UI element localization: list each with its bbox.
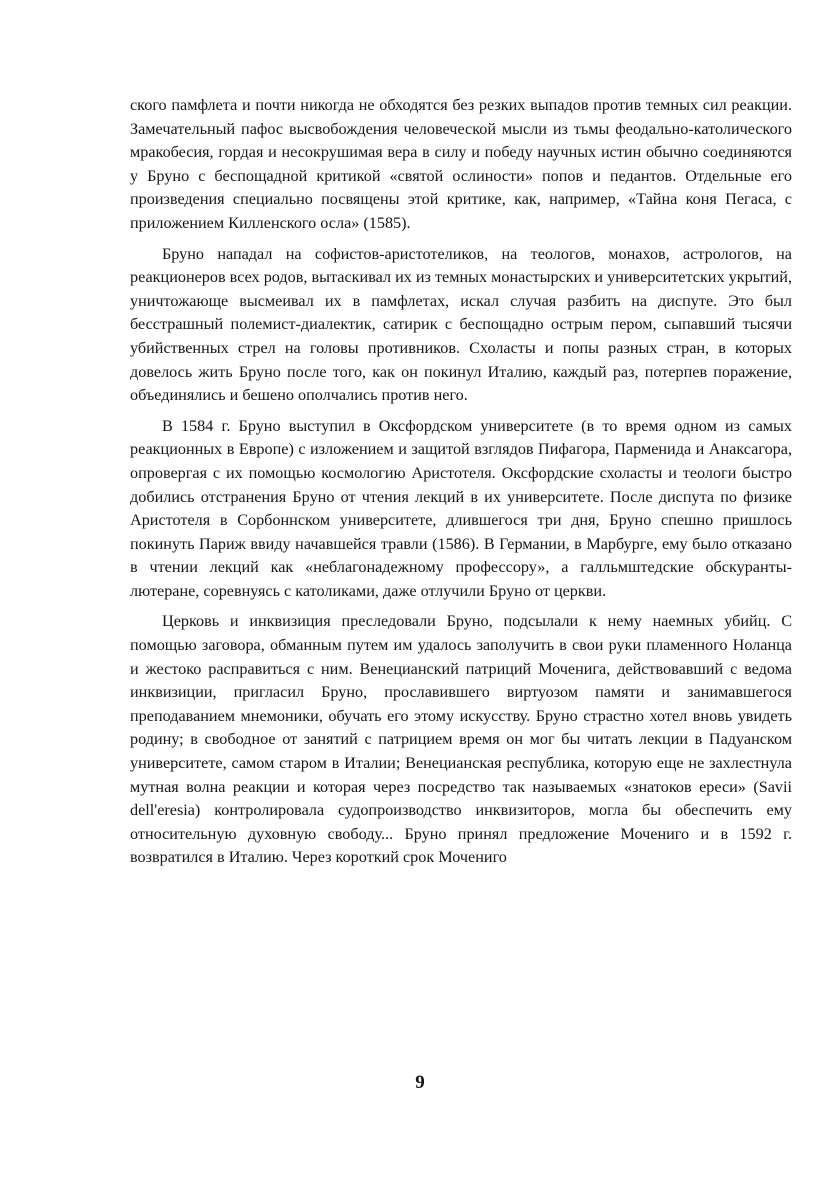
paragraph-bruno-attacks: Бруно нападал на софистов-аристотеликов, на теологов, монахов, астрологов, на реакционеров всех родов, вытаскивал их из темных монастырских и университетских укрытий, уничтожающе высмеивал их в памфлетах, искал случая разбить на диспуте. Это был бесстрашный полемист-диалектик, сатирик с беспощадно острым пером, сыпавший тысячи убийственных стрел на головы противников. Схоласты и попы разных стран, в которых довелось жить Бруно после того, как он покинул Италию, каждый раз, потерпев поражение, объединялись и бешено ополчались против него. (130, 244, 792, 405)
main-text (130, 94, 792, 870)
paragraph-oxford-1584: В 1584 г. Бруно выступил в Оксфордском университете (в то время одном из самых реакционных в Европе) с изложением и защитой взглядов Пифагора, Парменида и Анаксагора, опровергая с их помощью космологию Аристотеля. Оксфордские схоласты и теологи быстро добились отстранения Бруно от чтения лекций в их университете. После диспута по физике Аристотеля в Сорбоннском университете, длившегося три дня, Бруно спешно пришлось покинуть Париж ввиду начавшейся травли (1586). В Германии, в Марбурге, ему было отказано в чтении лекций как «неблагонадежному профессору», а галльмштедские обскуранты-лютеране, соревнуясь с католиками, даже отлучили Бруно от церкви. (130, 416, 792, 600)
paragraph-church-inquisition: Церковь и инквизиция преследовали Бруно, подсылали к нему наемных убийц. С помощью заговора, обманным путем им удалось заполучить в свои руки пламенного Ноланца и жестоко расправиться с ним. Венецианский патриций Моченига, действовавший с ведома инквизиции, пригласил Бруно, прославившего виртуозом памяти и занимавшегося преподаванием мнемоники, обучать его этому искусству. Бруно страстно хотел вновь увидеть родину; в свободное от занятий с патрицием время он мог бы читать лекции в Падуанском университете, самом старом в Италии; Венецианская республика, которую еще не захлестнула мутная волна реакции и которая через посредство так называемых «знатоков ереси» (Savii dell'eresia) контролировала судопроизводство инквизиторов, могла бы обеспечить ему относительную духовную свободу... Бруно принял предложение Мочениго и в 1592 г. возвратился в Италию. Через короткий срок Мочениго (130, 612, 792, 867)
page-number: 9 (415, 1072, 425, 1093)
paragraph-continuation: ского памфлета и почти никогда не обходятся без резких выпадов против темных сил реакции. Замечательный пафос высвобождения человеческой мысли из тьмы феодально-католического мракобесия, гордая и несокрушимая вера в силу и победу научных истин обычно соединяются у Бруно с беспощадной критикой «святой ослиности» попов и педантов. Отдельные его произведения специально посвящены этой критике, как, например, «Тайна коня Пегаса, с приложением Килленского осла» (1585). (130, 96, 792, 232)
